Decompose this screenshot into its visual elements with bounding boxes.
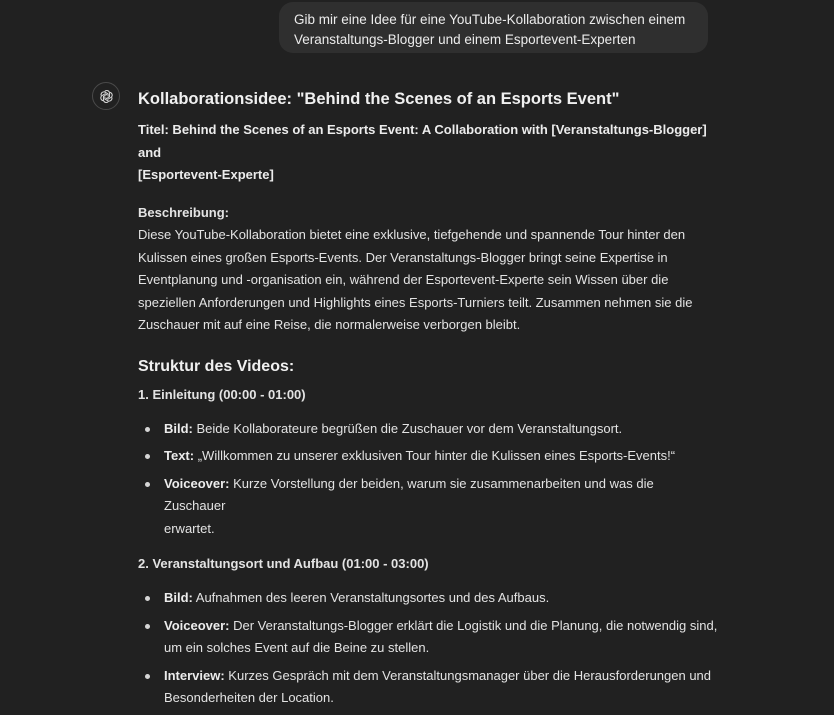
section-heading: 1. Einleitung (00:00 - 01:00) [138, 386, 306, 402]
section-bullet-list [138, 587, 718, 710]
user-message-bubble [279, 2, 708, 53]
openai-logo-icon [98, 88, 115, 105]
assistant-message [138, 88, 718, 715]
list-item [138, 445, 718, 468]
title-line: Titel: Behind the Scenes of an Esports Event: A Collaboration with [Veranstaltungs-Blogger] and [138, 122, 707, 160]
list-item [138, 665, 718, 710]
bullet-text-continued: Besonderheiten der Location. [164, 690, 334, 705]
bullet-text: Aufnahmen des leeren Veranstaltungsortes und des Aufbaus. [192, 590, 550, 605]
section-heading: 2. Veranstaltungsort und Aufbau (01:00 - 03:00) [138, 556, 429, 571]
bullet-text: Der Veranstaltungs-Blogger erklärt die Logistik und die Planung, die notwendig sind, [229, 617, 718, 633]
section-bullet-list [138, 418, 718, 541]
bullet-label: Voiceover: [164, 617, 230, 633]
description-line: speziellen Anforderungen und Highlights eines Esports-Turniers teilt. Zusammen nehmen sie die [138, 294, 693, 310]
bullet-label: Text: [164, 448, 195, 463]
list-item [138, 615, 718, 660]
bullet-text: Beide Kollaborateure begrüßen die Zuschauer vor dem Veranstaltungsort. [192, 420, 623, 436]
description-paragraph [138, 224, 718, 337]
structure-heading: Struktur des Videos: [138, 357, 295, 375]
bullet-label: Voiceover: [164, 475, 230, 491]
description-line: Diese YouTube-Kollaboration bietet eine exklusive, tiefgehende und spannende Tour hinter den [138, 227, 686, 242]
bullet-label: Interview: [164, 667, 225, 683]
list-item [138, 473, 718, 541]
title-paragraph [138, 119, 718, 187]
bullet-text-continued: um ein solches Event auf die Beine zu stellen. [164, 640, 430, 655]
list-item [138, 418, 718, 441]
description-line: Zuschauer mit auf eine Reise, die normalerweise verborgen bleibt. [138, 317, 521, 332]
bullet-text-continued: erwartet. [164, 520, 215, 536]
title-line: [Esportevent-Experte] [138, 167, 274, 182]
assistant-avatar [92, 82, 120, 110]
description-line: Eventplanung und -organisation ein, während der Esportevent-Experte sein Wissen über die [138, 272, 669, 287]
description-line: Kulissen eines großen Esports-Events. Der Veranstaltungs-Blogger bringt seine Expertise in [138, 249, 668, 265]
response-heading: Kollaborationsidee: "Behind the Scenes of an Esports Event" [138, 90, 620, 108]
description-label: Beschreibung: [138, 204, 230, 220]
user-message-line: Gib mir eine Idee für eine YouTube-Kollaboration zwischen einem [294, 12, 686, 27]
list-item [138, 587, 718, 610]
bullet-text: Kurzes Gespräch mit dem Veranstaltungsmanager über die Herausforderungen und [224, 667, 712, 683]
bullet-label: Bild: [164, 590, 193, 605]
bullet-label: Bild: [164, 420, 193, 436]
bullet-text: „Willkommen zu unserer exklusiven Tour hinter die Kulissen eines Esports-Events!“ [194, 448, 676, 463]
user-message-line: Veranstaltungs-Blogger und einem Esportevent-Experten [294, 32, 636, 47]
bullet-text: Kurze Vorstellung der beiden, warum sie zusammenarbeiten und was die Zuschauer [164, 475, 654, 513]
